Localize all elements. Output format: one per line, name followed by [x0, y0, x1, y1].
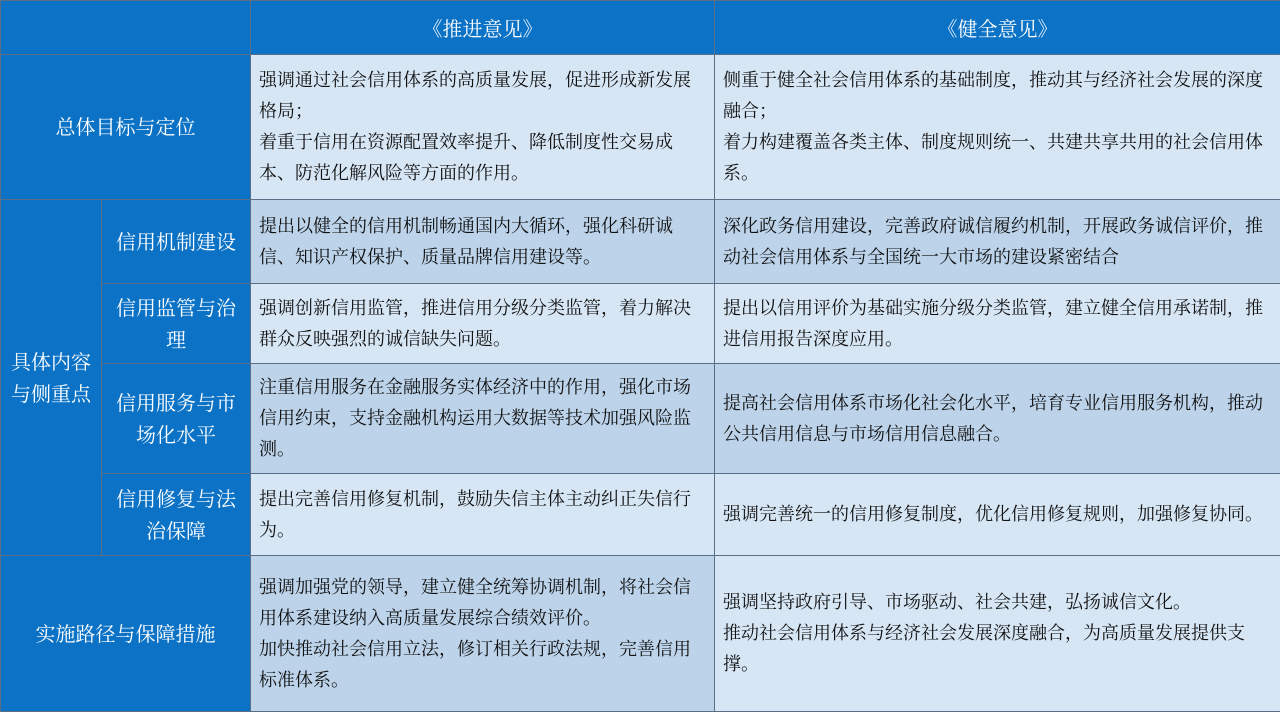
row-implementation	[1, 556, 1280, 712]
row-label-implementation: 实施路径与保障措施	[1, 556, 251, 712]
header-jianquan: 《健全意见》	[715, 1, 1280, 55]
row-supervision	[1, 284, 1280, 364]
row-mechanism	[1, 200, 1280, 284]
header-row	[1, 1, 1280, 55]
cell-repair-tuijin: 提出完善信用修复机制，鼓励失信主体主动纠正失信行为。	[251, 474, 715, 556]
cell-implementation-tuijin-para-1: 强调加强党的领导，建立健全统筹协调机制，将社会信用体系建设纳入高质量发展综合绩效评价。	[259, 572, 706, 634]
cell-goal-tuijin-para-1: 强调通过社会信用体系的高质量发展，促进形成新发展格局；	[259, 65, 706, 127]
cell-goal-jianquan-para-2: 着力构建覆盖各类主体、制度规则统一、共建共享共用的社会信用体系。	[723, 127, 1272, 189]
cell-implementation-tuijin-para-2: 加快推动社会信用立法，修订相关行政法规，完善信用标准体系。	[259, 634, 706, 696]
cell-supervision-tuijin: 强调创新信用监管，推进信用分级分类监管，着力解决群众反映强烈的诚信缺失问题。	[251, 284, 715, 364]
cell-goal-jianquan-para-1: 侧重于健全社会信用体系的基础制度，推动其与经济社会发展的深度融合；	[723, 65, 1272, 127]
cell-supervision-jianquan: 提出以信用评价为基础实施分级分类监管，建立健全信用承诺制，推进信用报告深度应用。	[715, 284, 1280, 364]
row-label-supervision: 信用监管与治理	[102, 284, 251, 364]
row-service	[1, 364, 1280, 474]
cell-service-jianquan: 提高社会信用体系市场化社会化水平，培育专业信用服务机构，推动公共信用信息与市场信用信息融合。	[715, 364, 1280, 474]
row-repair	[1, 474, 1280, 556]
row-label-goal: 总体目标与定位	[1, 55, 251, 200]
cell-goal-tuijin-para-2: 着重于信用在资源配置效率提升、降低制度性交易成本、防范化解风险等方面的作用。	[259, 127, 706, 189]
cell-goal-jianquan	[715, 55, 1280, 200]
cell-implementation-tuijin	[251, 556, 715, 712]
cell-repair-jianquan: 强调完善统一的信用修复制度，优化信用修复规则，加强修复协同。	[715, 474, 1280, 556]
cell-implementation-jianquan	[715, 556, 1280, 712]
cell-service-tuijin: 注重信用服务在金融服务实体经济中的作用，强化市场信用约束，支持金融机构运用大数据等技术加强风险监测。	[251, 364, 715, 474]
row-label-mechanism: 信用机制建设	[102, 200, 251, 284]
cell-goal-tuijin	[251, 55, 715, 200]
cell-implementation-jianquan-para-1: 强调坚持政府引导、市场驱动、社会共建，弘扬诚信文化。	[723, 587, 1272, 618]
cell-implementation-jianquan-para-2: 推动社会信用体系与经济社会发展深度融合，为高质量发展提供支撑。	[723, 618, 1272, 680]
header-tuijin: 《推进意见》	[251, 1, 715, 55]
header-corner	[1, 1, 251, 55]
cell-mechanism-tuijin: 提出以健全的信用机制畅通国内大循环，强化科研诚信、知识产权保护、质量品牌信用建设等。	[251, 200, 715, 284]
cell-mechanism-jianquan: 深化政务信用建设，完善政府诚信履约机制，开展政务诚信评价，推动社会信用体系与全国统一大市场的建设紧密结合	[715, 200, 1280, 284]
row-label-repair: 信用修复与法治保障	[102, 474, 251, 556]
group-label-content: 具体内容与侧重点	[1, 200, 102, 556]
row-goal	[1, 55, 1280, 200]
row-label-service: 信用服务与市场化水平	[102, 364, 251, 474]
